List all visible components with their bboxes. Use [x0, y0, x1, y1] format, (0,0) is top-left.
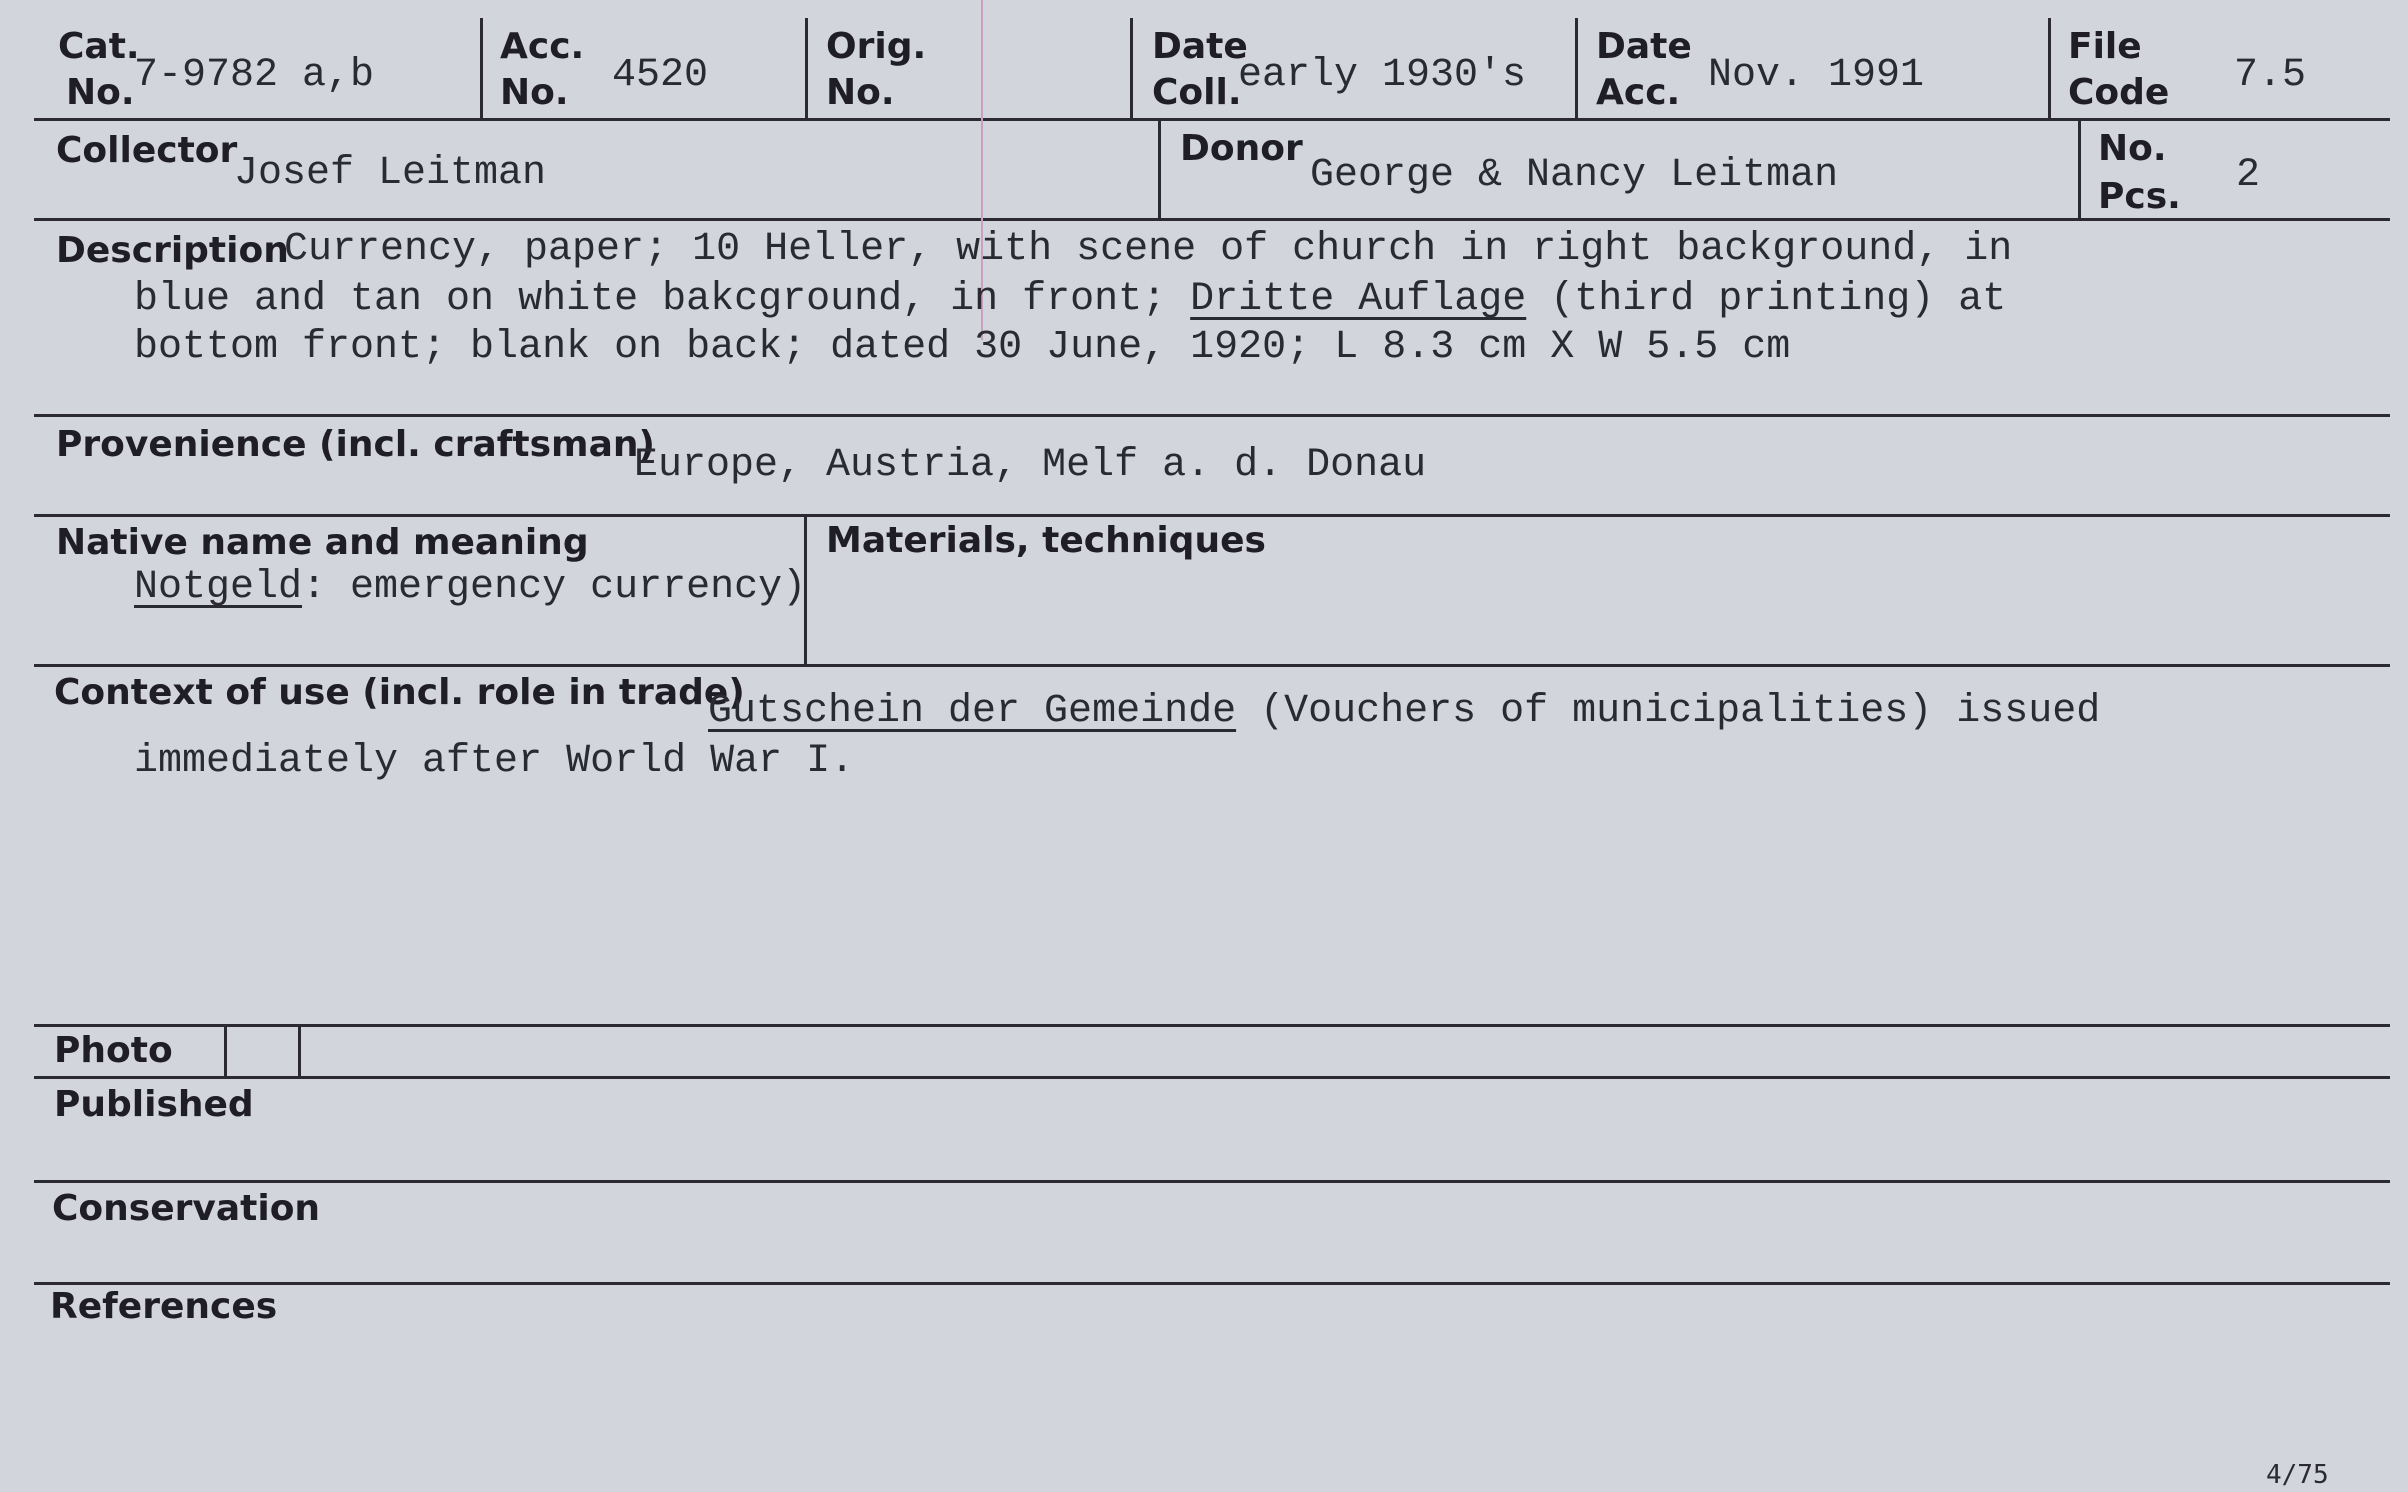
- donor-label: Donor: [1180, 128, 1303, 169]
- date-acc-label-1: Date: [1596, 26, 1692, 67]
- divider-dateacc-file: [2048, 18, 2051, 120]
- description-label: Description: [56, 230, 289, 271]
- date-coll-label-2: Coll.: [1152, 72, 1242, 113]
- cat-no-label-1: Cat.: [58, 26, 140, 67]
- date-acc-label-2: Acc.: [1596, 72, 1681, 113]
- cat-no-value: 7-9782 a,b: [134, 53, 375, 98]
- context-line-1-rest: (Vouchers of municipalities) issued: [1236, 689, 2101, 734]
- date-acc-value: Nov. 1991: [1708, 53, 1925, 98]
- native-name-label: Native name and meaning: [56, 522, 589, 563]
- cat-no-label-2: No.: [66, 72, 135, 113]
- file-code-label-2: Code: [2068, 72, 2170, 113]
- published-label: Published: [54, 1084, 254, 1125]
- divider-cat-acc: [480, 18, 483, 120]
- rule-conservation-bottom: [34, 1282, 2390, 1285]
- collector-value: Josef Leitman: [234, 151, 547, 196]
- native-name-term: Notgeld: [134, 565, 303, 610]
- donor-value: George & Nancy Leitman: [1310, 153, 1839, 198]
- divider-donor-pcs: [2078, 120, 2081, 220]
- rule-native-bottom: [34, 664, 2390, 667]
- acc-no-label-1: Acc.: [500, 26, 585, 67]
- description-line-2-pre: blue and tan on white bakcground, in front;: [134, 277, 1191, 322]
- native-name-value: [134, 564, 806, 612]
- no-pcs-label-1: No.: [2098, 128, 2167, 169]
- file-code-label-1: File: [2068, 26, 2142, 67]
- date-coll-value: early 1930's: [1238, 53, 1527, 98]
- rule-photo-bottom: [34, 1076, 2390, 1079]
- description-line-3: bottom front; blank on back; dated 30 June, 1920; L 8.3 cm X W 5.5 cm: [134, 325, 1791, 370]
- context-label: Context of use (incl. role in trade): [54, 672, 745, 713]
- form-code: 4/75: [2266, 1460, 2329, 1490]
- no-pcs-label-2: Pcs.: [2098, 176, 2181, 217]
- materials-label: Materials, techniques: [826, 520, 1266, 561]
- provenience-label: Provenience (incl. craftsman): [56, 424, 655, 465]
- rule-published-bottom: [34, 1180, 2390, 1183]
- date-coll-label-1: Date: [1152, 26, 1248, 67]
- rule-provenience-bottom: [34, 514, 2390, 517]
- orig-no-label-2: No.: [826, 72, 895, 113]
- photo-label: Photo: [54, 1030, 173, 1071]
- description-line-2-post: (third printing) at: [1526, 277, 2007, 322]
- conservation-label: Conservation: [52, 1188, 321, 1229]
- context-line-2: immediately after World War I.: [134, 739, 855, 784]
- rule-row2-bottom: [34, 218, 2390, 221]
- acc-no-label-2: No.: [500, 72, 569, 113]
- divider-acc-orig: [805, 18, 808, 120]
- file-code-value: 7.5: [2234, 53, 2307, 98]
- divider-datecoll-dateacc: [1575, 18, 1578, 120]
- context-line-1: [708, 688, 2100, 736]
- photo-box-divider-2: [298, 1024, 301, 1078]
- acc-no-value: 4520: [612, 53, 709, 98]
- description-line-2: [134, 276, 2006, 324]
- orig-no-label-1: Orig.: [826, 26, 927, 67]
- rule-description-bottom: [34, 414, 2390, 417]
- no-pcs-value: 2: [2236, 153, 2261, 198]
- provenience-value: Europe, Austria, Melf a. d. Donau: [634, 443, 1427, 488]
- divider-orig-datecoll: [1130, 18, 1133, 120]
- rule-context-bottom: [34, 1024, 2390, 1027]
- rule-header-bottom: [34, 118, 2390, 121]
- description-underlined-term: Dritte Auflage: [1190, 277, 1527, 322]
- description-line-1: Currency, paper; 10 Heller, with scene of church in right background, in: [284, 227, 2013, 272]
- native-name-meaning: : emergency currency): [302, 565, 807, 610]
- references-label: References: [50, 1286, 278, 1327]
- context-underlined-term: Gutschein der Gemeinde: [708, 689, 1237, 734]
- photo-box-divider-1: [224, 1024, 227, 1078]
- collector-label: Collector: [56, 130, 238, 171]
- divider-collector-donor: [1158, 120, 1161, 220]
